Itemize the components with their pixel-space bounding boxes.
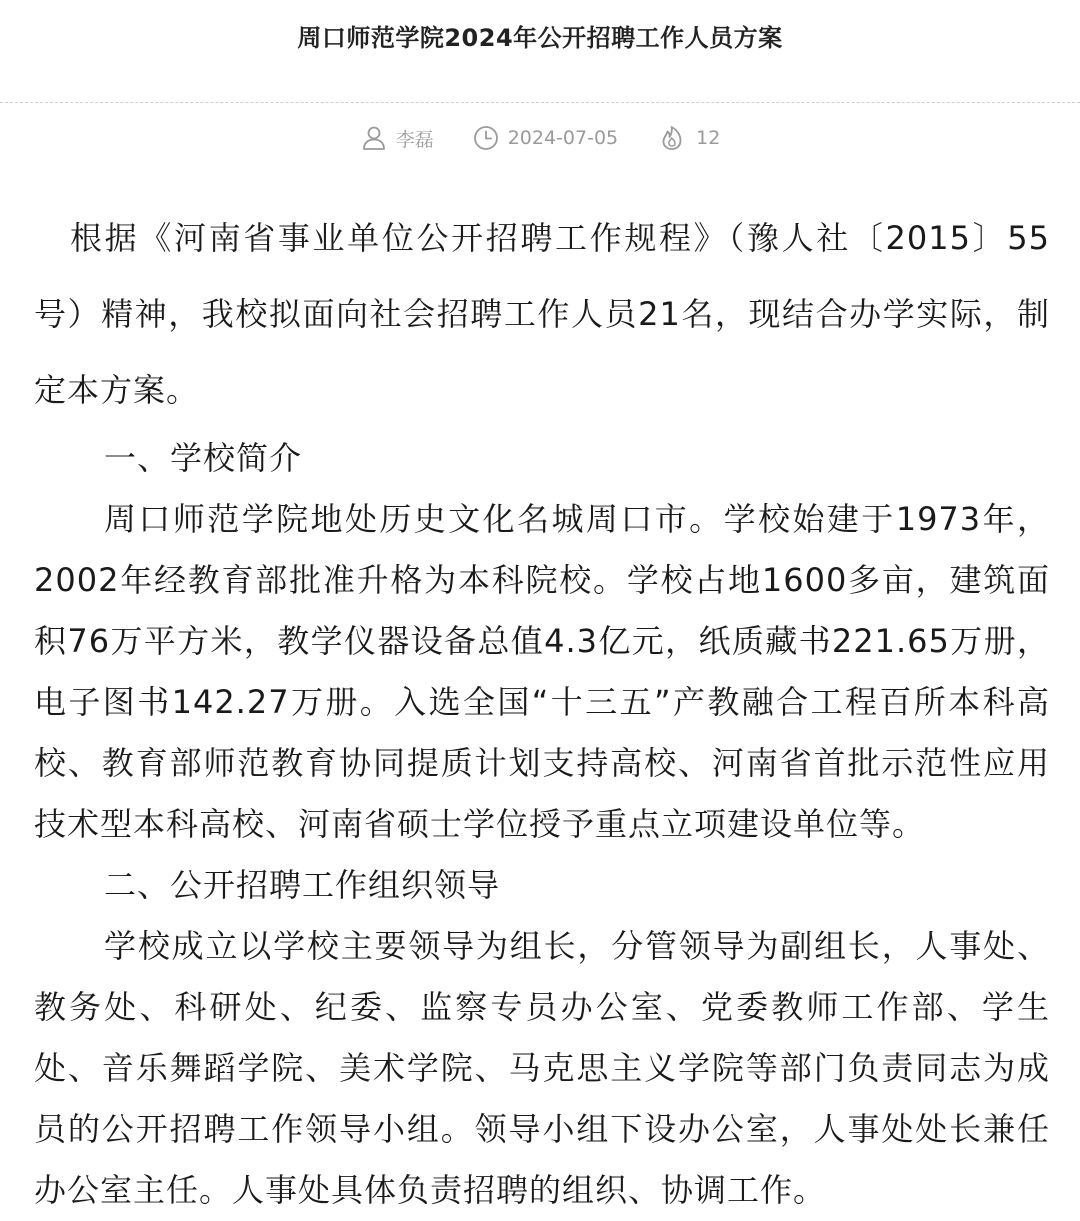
title-divider — [0, 102, 1080, 103]
author-name: 李磊 — [395, 128, 434, 151]
publish-date: 2024-07-05 — [507, 127, 619, 149]
meta-views — [658, 124, 720, 152]
section-paragraph-1: 周口师范学院地处历史文化名城周口市。学校始建于1973年，2002年经教育部批准升格为本科院校。学校占地1600多亩，建筑面积76万平方米，教学仪器设备总值4.3亿元，纸质藏书221.65万册，电子图书142.27万册。入选全国“十三五”产教融合工程百所本科高校、教育部师范教育协同提质计划支持高校、河南省首批示范性应用技术型本科高校、河南省硕士学位授予重点立项建设单位等。 — [34, 500, 1050, 843]
clock-icon — [472, 124, 500, 152]
section-heading-1: 一、学校简介 — [104, 439, 303, 477]
fire-icon — [658, 124, 686, 152]
article-title: 周口师范学院2024年公开招聘工作人员方案 — [297, 24, 783, 52]
view-count: 12 — [696, 127, 721, 149]
meta-author — [360, 124, 434, 152]
section-heading-2: 二、公开招聘工作组织领导 — [104, 866, 501, 904]
section-paragraph-2: 学校成立以学校主要领导为组长，分管领导为副组长，人事处、教务处、科研处、纪委、监察专员办公室、党委教师工作部、学生处、音乐舞蹈学院、美术学院、马克思主义学院等部门负责同志为成员的公开招聘工作领导小组。领导小组下设办公室，人事处处长兼任办公室主任。人事处具体负责招聘的组织、协调工作。 — [34, 927, 1050, 1209]
meta-date — [472, 124, 618, 152]
user-icon — [360, 124, 388, 152]
article-content — [34, 200, 1050, 1221]
intro-paragraph: 根据《河南省事业单位公开招聘工作规程》（豫人社〔2015〕55号）精神，我校拟面向社会招聘工作人员21名，现结合办学实际，制定本方案。 — [34, 219, 1050, 409]
article-body — [34, 428, 1050, 1221]
article-meta — [0, 124, 1080, 152]
